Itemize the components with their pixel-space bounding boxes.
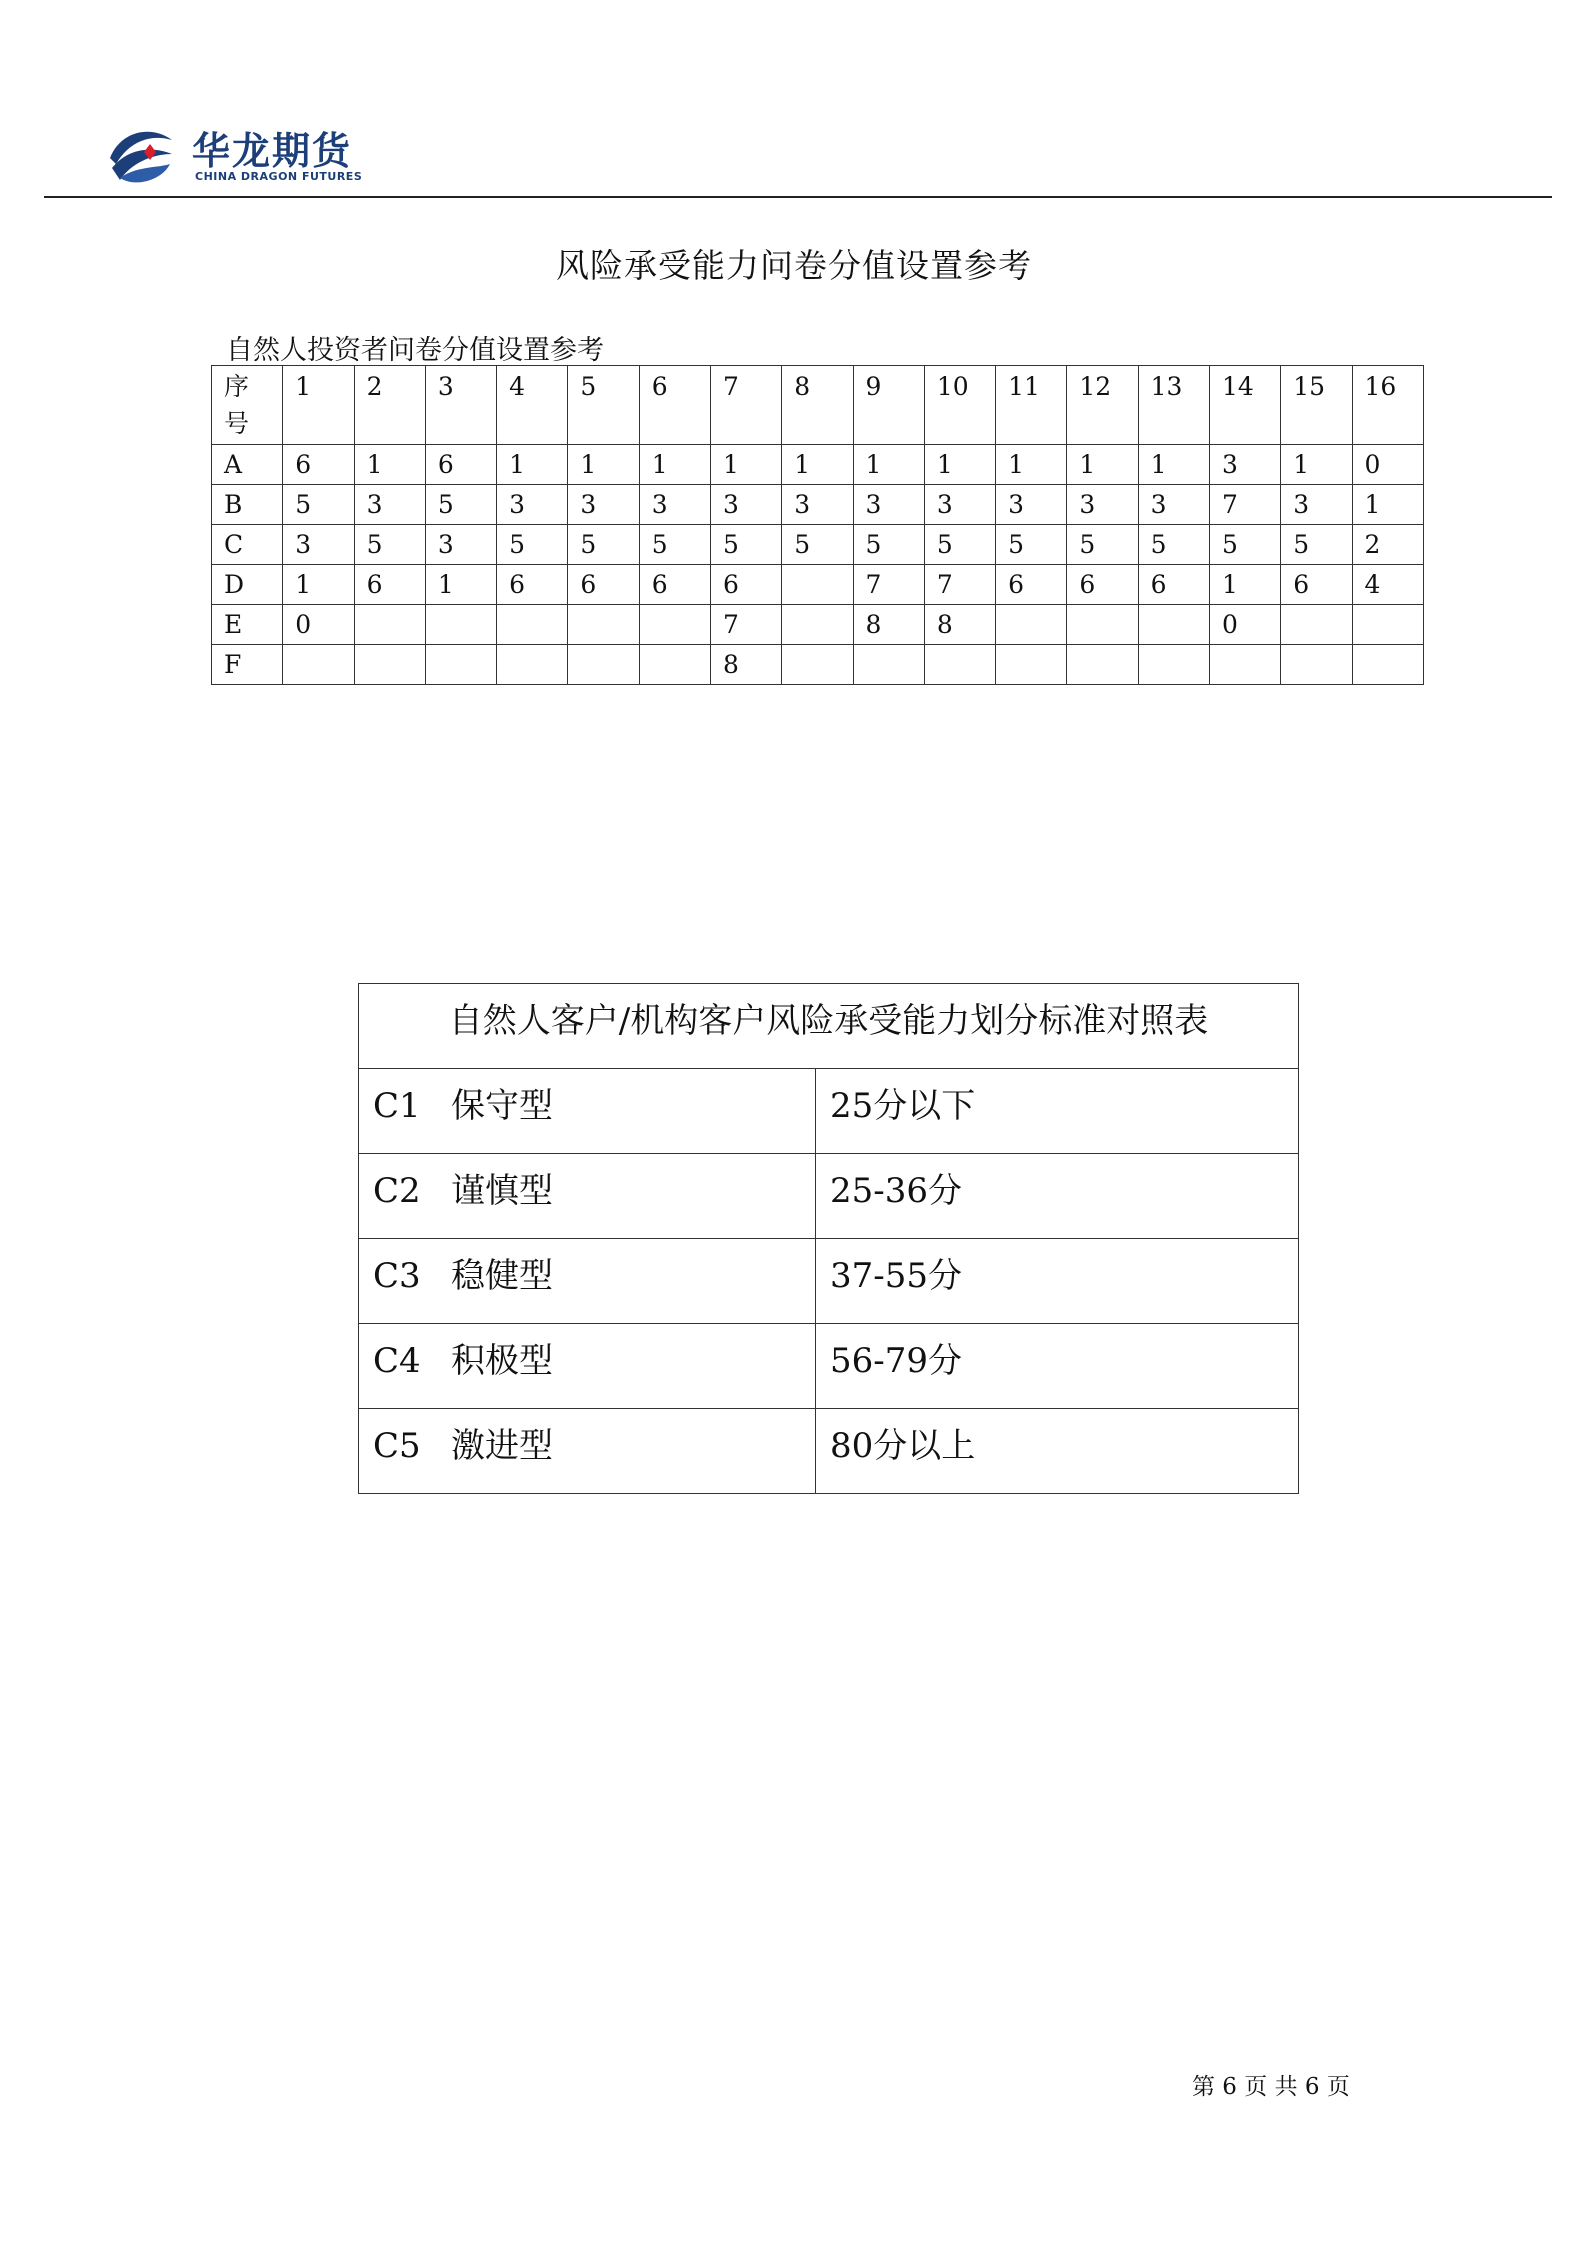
risk-level-type: 积极型 [451,1341,553,1381]
risk-level-cell [359,1239,816,1324]
score-cell: 1 [1067,445,1138,485]
score-cell: 5 [924,525,995,565]
header-cell: 8 [782,366,853,445]
row-label: D [212,565,283,605]
score-cell: 1 [283,565,354,605]
score-cell [996,645,1067,685]
risk-level-cell [359,1154,816,1239]
score-cell: 4 [1352,565,1424,605]
table-row [212,485,1424,525]
score-cell: 5 [497,525,568,565]
score-cell: 1 [425,565,496,605]
score-table-caption: 自然人投资者问卷分值设置参考 [226,335,604,366]
table-row [359,1069,1299,1154]
score-cell: 3 [924,485,995,525]
score-cell: 6 [568,565,639,605]
score-cell: 6 [639,565,710,605]
risk-level-score-range: 37-55分 [816,1239,1299,1324]
table-row [359,1239,1299,1324]
risk-level-code: C3 [373,1256,421,1296]
score-cell: 3 [1209,445,1280,485]
header-divider [44,196,1552,198]
header-cell: 11 [996,366,1067,445]
score-cell [354,605,425,645]
header-cell: 14 [1209,366,1280,445]
brand-name-cn: 华龙期货 [192,129,353,173]
page-header [0,0,1588,200]
header-cell: 6 [639,366,710,445]
risk-level-cell [359,1069,816,1154]
score-cell [497,605,568,645]
score-cell [1138,645,1209,685]
score-cell [1281,605,1352,645]
table-row [212,605,1424,645]
score-cell [1209,645,1280,685]
score-cell: 0 [1209,605,1280,645]
score-cell: 5 [1281,525,1352,565]
score-cell: 5 [782,525,853,565]
score-cell: 1 [924,445,995,485]
header-cell: 13 [1138,366,1209,445]
row-label: A [212,445,283,485]
score-cell: 1 [639,445,710,485]
score-cell [1138,605,1209,645]
score-table-header-row [212,366,1424,445]
score-cell: 1 [1281,445,1352,485]
risk-level-score-range: 25-36分 [816,1154,1299,1239]
score-cell: 5 [853,525,924,565]
risk-level-cell [359,1409,816,1494]
risk-level-type: 激进型 [451,1426,553,1466]
risk-level-table-caption: 自然人客户/机构客户风险承受能力划分标准对照表 [359,984,1299,1069]
score-cell: 3 [283,525,354,565]
risk-level-type: 谨慎型 [451,1171,553,1211]
score-cell [639,645,710,685]
score-cell [853,645,924,685]
score-cell: 6 [710,565,781,605]
score-cell: 3 [996,485,1067,525]
score-cell: 3 [853,485,924,525]
header-cell-index-label: 序号 [212,366,283,445]
score-cell: 6 [283,445,354,485]
score-cell: 5 [1067,525,1138,565]
header-cell: 3 [425,366,496,445]
score-cell [996,605,1067,645]
risk-level-cell [359,1324,816,1409]
header-cell: 7 [710,366,781,445]
table-row [212,645,1424,685]
risk-level-score-range: 80分以上 [816,1409,1299,1494]
score-cell: 5 [1209,525,1280,565]
score-cell: 5 [354,525,425,565]
risk-level-code: C2 [373,1171,421,1211]
score-cell: 8 [924,605,995,645]
score-cell: 6 [996,565,1067,605]
score-cell: 1 [1352,485,1424,525]
score-cell [1067,645,1138,685]
score-cell [283,645,354,685]
score-cell: 3 [1281,485,1352,525]
risk-level-code: C5 [373,1426,421,1466]
score-cell: 3 [568,485,639,525]
score-cell: 5 [996,525,1067,565]
score-cell: 8 [710,645,781,685]
header-cell: 2 [354,366,425,445]
score-cell: 1 [782,445,853,485]
china-dragon-futures-logo-icon [106,118,176,188]
risk-level-type: 保守型 [451,1086,553,1126]
score-cell: 6 [425,445,496,485]
score-cell [497,645,568,685]
risk-level-score-range: 56-79分 [816,1324,1299,1409]
score-cell [1281,645,1352,685]
table-row [359,1409,1299,1494]
score-table [211,365,1424,685]
score-cell: 0 [1352,445,1424,485]
score-cell: 7 [1209,485,1280,525]
header-cell: 12 [1067,366,1138,445]
score-cell: 3 [354,485,425,525]
header-cell: 10 [924,366,995,445]
score-cell [782,645,853,685]
risk-level-table [358,983,1299,1494]
row-label: B [212,485,283,525]
score-cell: 3 [710,485,781,525]
brand-name-en: CHINA DRAGON FUTURES [195,170,363,183]
row-label: E [212,605,283,645]
score-cell: 7 [924,565,995,605]
row-label: F [212,645,283,685]
score-cell: 3 [1067,485,1138,525]
table-row [212,445,1424,485]
risk-level-score-range: 25分以下 [816,1069,1299,1154]
table-row [359,1324,1299,1409]
header-cell: 16 [1352,366,1424,445]
score-cell: 0 [283,605,354,645]
score-cell: 5 [568,525,639,565]
score-cell: 1 [1209,565,1280,605]
score-cell: 6 [497,565,568,605]
score-cell: 1 [1138,445,1209,485]
header-cell: 15 [1281,366,1352,445]
score-cell: 3 [782,485,853,525]
score-cell: 6 [354,565,425,605]
score-cell: 6 [1281,565,1352,605]
score-cell: 5 [425,485,496,525]
risk-level-code: C1 [373,1086,421,1126]
score-cell: 1 [710,445,781,485]
score-cell [1352,645,1424,685]
score-cell [354,645,425,685]
score-cell: 3 [1138,485,1209,525]
score-cell: 8 [853,605,924,645]
score-cell: 3 [497,485,568,525]
score-cell: 3 [639,485,710,525]
score-cell [568,605,639,645]
score-cell: 7 [710,605,781,645]
score-cell [924,645,995,685]
table-row [212,525,1424,565]
score-cell [1352,605,1424,645]
score-cell: 1 [568,445,639,485]
score-cell [1067,605,1138,645]
header-cell: 1 [283,366,354,445]
header-cell: 5 [568,366,639,445]
score-cell: 5 [710,525,781,565]
score-cell: 1 [853,445,924,485]
header-cell: 9 [853,366,924,445]
score-cell [782,605,853,645]
score-cell [425,645,496,685]
score-cell: 5 [639,525,710,565]
score-cell [782,565,853,605]
header-cell: 4 [497,366,568,445]
row-label: C [212,525,283,565]
score-cell: 6 [1138,565,1209,605]
score-cell: 5 [283,485,354,525]
score-cell [639,605,710,645]
score-cell [425,605,496,645]
score-cell: 1 [354,445,425,485]
score-cell: 1 [996,445,1067,485]
score-cell: 6 [1067,565,1138,605]
page-number: 第 6 页 共 6 页 [1192,2074,1350,2100]
score-cell: 7 [853,565,924,605]
table-row [359,1154,1299,1239]
risk-level-type: 稳健型 [451,1256,553,1296]
risk-level-code: C4 [373,1341,421,1381]
score-cell: 5 [1138,525,1209,565]
score-cell [568,645,639,685]
score-cell: 1 [497,445,568,485]
table-row [212,565,1424,605]
score-cell: 2 [1352,525,1424,565]
document-title: 风险承受能力问卷分值设置参考 [556,246,1032,285]
score-cell: 3 [425,525,496,565]
